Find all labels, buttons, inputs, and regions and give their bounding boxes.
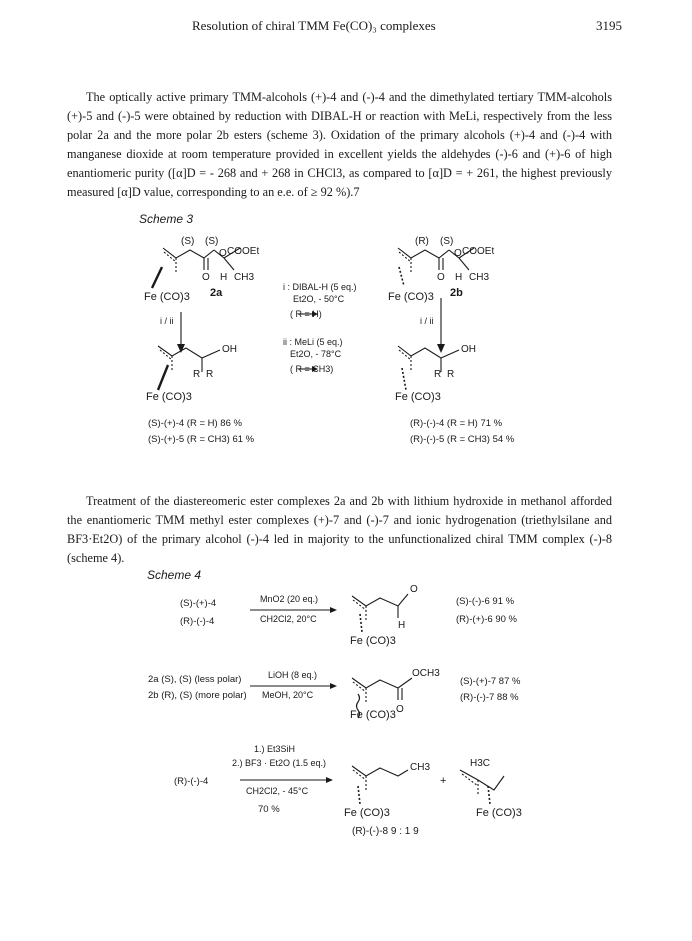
right-carbonyl-o: O — [437, 272, 445, 283]
cond-ii-2: Et2O, - 78°C — [290, 349, 342, 359]
left-fe-co: Fe (CO)3 — [144, 291, 190, 303]
left-oh: OH — [222, 344, 237, 355]
right-stereo-2: (S) — [440, 236, 454, 247]
r2-och3: OCH3 — [412, 668, 440, 679]
cond-i-2: Et2O, - 50°C — [293, 294, 345, 304]
running-title: Resolution of chiral TMM Fe(CO)₃ complexes — [192, 18, 436, 33]
right-r1: R — [434, 369, 442, 380]
left-ether-o: O — [219, 248, 227, 259]
paragraph-1: The optically active primary TMM-alcohols (+)-4 and (-)-4 and the dimethylated tertiary TMM-alcohols (+)-5 and (-)-5 were obtained by reduction with DIBAL-H or reaction with MeLi, respectively from the less polar 2a and the more polar 2b esters (scheme 3). Oxidation of the primary alcohols (+)-4 and (-)-4 with manganese dioxide at room temperature provided in excellent yields the aldehydes (-)-6 and (+)-6 of high enantiomeric purity ([α]D = - 268 and + 268 in CHCl3, as compared to [α]D = + 261, the highest previously measured [α]D value, corresponding to an e.e. of ≥ 92 %).7 — [67, 90, 612, 199]
left-r1: R — [193, 369, 201, 380]
cond-ii-1: ii : MeLi (5 eq.) — [283, 337, 343, 347]
left-methyl: CH3 — [234, 272, 255, 283]
r2-sm-2: 2b (R), (S) (more polar) — [148, 690, 247, 701]
right-r2: R — [447, 369, 455, 380]
left-ester-group: COOEt — [227, 246, 260, 257]
r3-ratio: (R)-(-)-8 9 : 1 9 — [352, 826, 419, 837]
right-stereo-1: (R) — [415, 236, 429, 247]
right-product-2: (R)-(-)-5 (R = CH3) 54 % — [410, 434, 515, 445]
r1-cond-bottom: CH2Cl2, 20°C — [260, 614, 317, 624]
r3-cond-3: CH2Cl2, - 45°C — [246, 786, 309, 796]
left-product-1: (S)-(+)-4 (R = H) 86 % — [148, 418, 242, 429]
right-ester-group: COOEt — [462, 246, 495, 257]
cond-i-3: ( R = H) — [290, 309, 322, 319]
r1-sm-1: (S)-(+)-4 — [180, 598, 217, 609]
left-carbonyl-o: O — [202, 272, 210, 283]
r2-cond-bottom: MeOH, 20°C — [262, 690, 314, 700]
left-stereo-2: (S) — [205, 236, 219, 247]
r2-carbonyl-o: O — [396, 704, 404, 715]
r1-sm-2: (R)-(-)-4 — [180, 616, 215, 627]
compound-2b: 2b — [450, 287, 463, 299]
r2-cond-top: LiOH (8 eq.) — [268, 670, 318, 680]
r1-aldehyde-h: H — [398, 620, 406, 631]
right-methyl: CH3 — [469, 272, 490, 283]
r1-prod-2: (R)-(+)-6 90 % — [456, 614, 517, 625]
scheme-4-title: Scheme 4 — [147, 568, 202, 582]
right-product-1: (R)-(-)-4 (R = H) 71 % — [410, 418, 503, 429]
r3-h3c: H3C — [470, 758, 491, 769]
right-fe-co: Fe (CO)3 — [388, 291, 434, 303]
paragraph-2: Treatment of the diastereomeric ester complexes 2a and 2b with lithium hydroxide in methanol afforded the enantiomeric TMM methyl ester complexes (+)-7 and (-)-7 and ionic hydrogenation (triethylsilane and BF3·Et2O) of the primary alcohol (-)-4 led in majority to the unfunctionalized chiral TMM complex (-)-8 (scheme 4). — [67, 494, 612, 565]
left-arrow-label: i / ii — [160, 316, 174, 326]
r3-yield: 70 % — [258, 804, 280, 815]
left-product-2: (S)-(+)-5 (R = CH3) 61 % — [148, 434, 255, 445]
left-stereo-1: (S) — [181, 236, 195, 247]
r3-plus: + — [440, 775, 447, 787]
right-arrow-label: i / ii — [420, 316, 434, 326]
r3-ch3: CH3 — [410, 762, 431, 773]
left-product-fe-co: Fe (CO)3 — [146, 391, 192, 403]
page-number: 3195 — [596, 18, 622, 33]
r3-cond-2: 2.) BF3 · Et2O (1.5 eq.) — [232, 758, 327, 768]
r2-prod-1: (S)-(+)-7 87 % — [460, 676, 521, 687]
scheme-3-title: Scheme 3 — [139, 212, 194, 226]
right-h: H — [455, 272, 463, 283]
r3-cond-1: 1.) Et3SiH — [254, 744, 296, 754]
cond-i-1: i : DIBAL-H (5 eq.) — [283, 282, 357, 292]
left-h: H — [220, 272, 228, 283]
r3-sm: (R)-(-)-4 — [174, 776, 209, 787]
r1-fe-co: Fe (CO)3 — [350, 635, 396, 647]
left-r2: R — [206, 369, 214, 380]
r2-fe-co: Fe (CO)3 — [350, 709, 396, 721]
right-product-fe-co: Fe (CO)3 — [395, 391, 441, 403]
cond-ii-3: ( R = CH3) — [290, 364, 334, 374]
r3-fe-co-9: Fe (CO)3 — [476, 807, 522, 819]
r1-prod-1: (S)-(-)-6 91 % — [456, 596, 515, 607]
r2-sm-1: 2a (S), (S) (less polar) — [148, 674, 242, 685]
right-ether-o: O — [454, 248, 462, 259]
r2-prod-2: (R)-(-)-7 88 % — [460, 692, 519, 703]
compound-2a: 2a — [210, 287, 223, 299]
r1-cond-top: MnO2 (20 eq.) — [260, 594, 319, 604]
r1-aldehyde-o: O — [410, 584, 418, 595]
r3-fe-co-8: Fe (CO)3 — [344, 807, 390, 819]
right-oh: OH — [461, 344, 476, 355]
